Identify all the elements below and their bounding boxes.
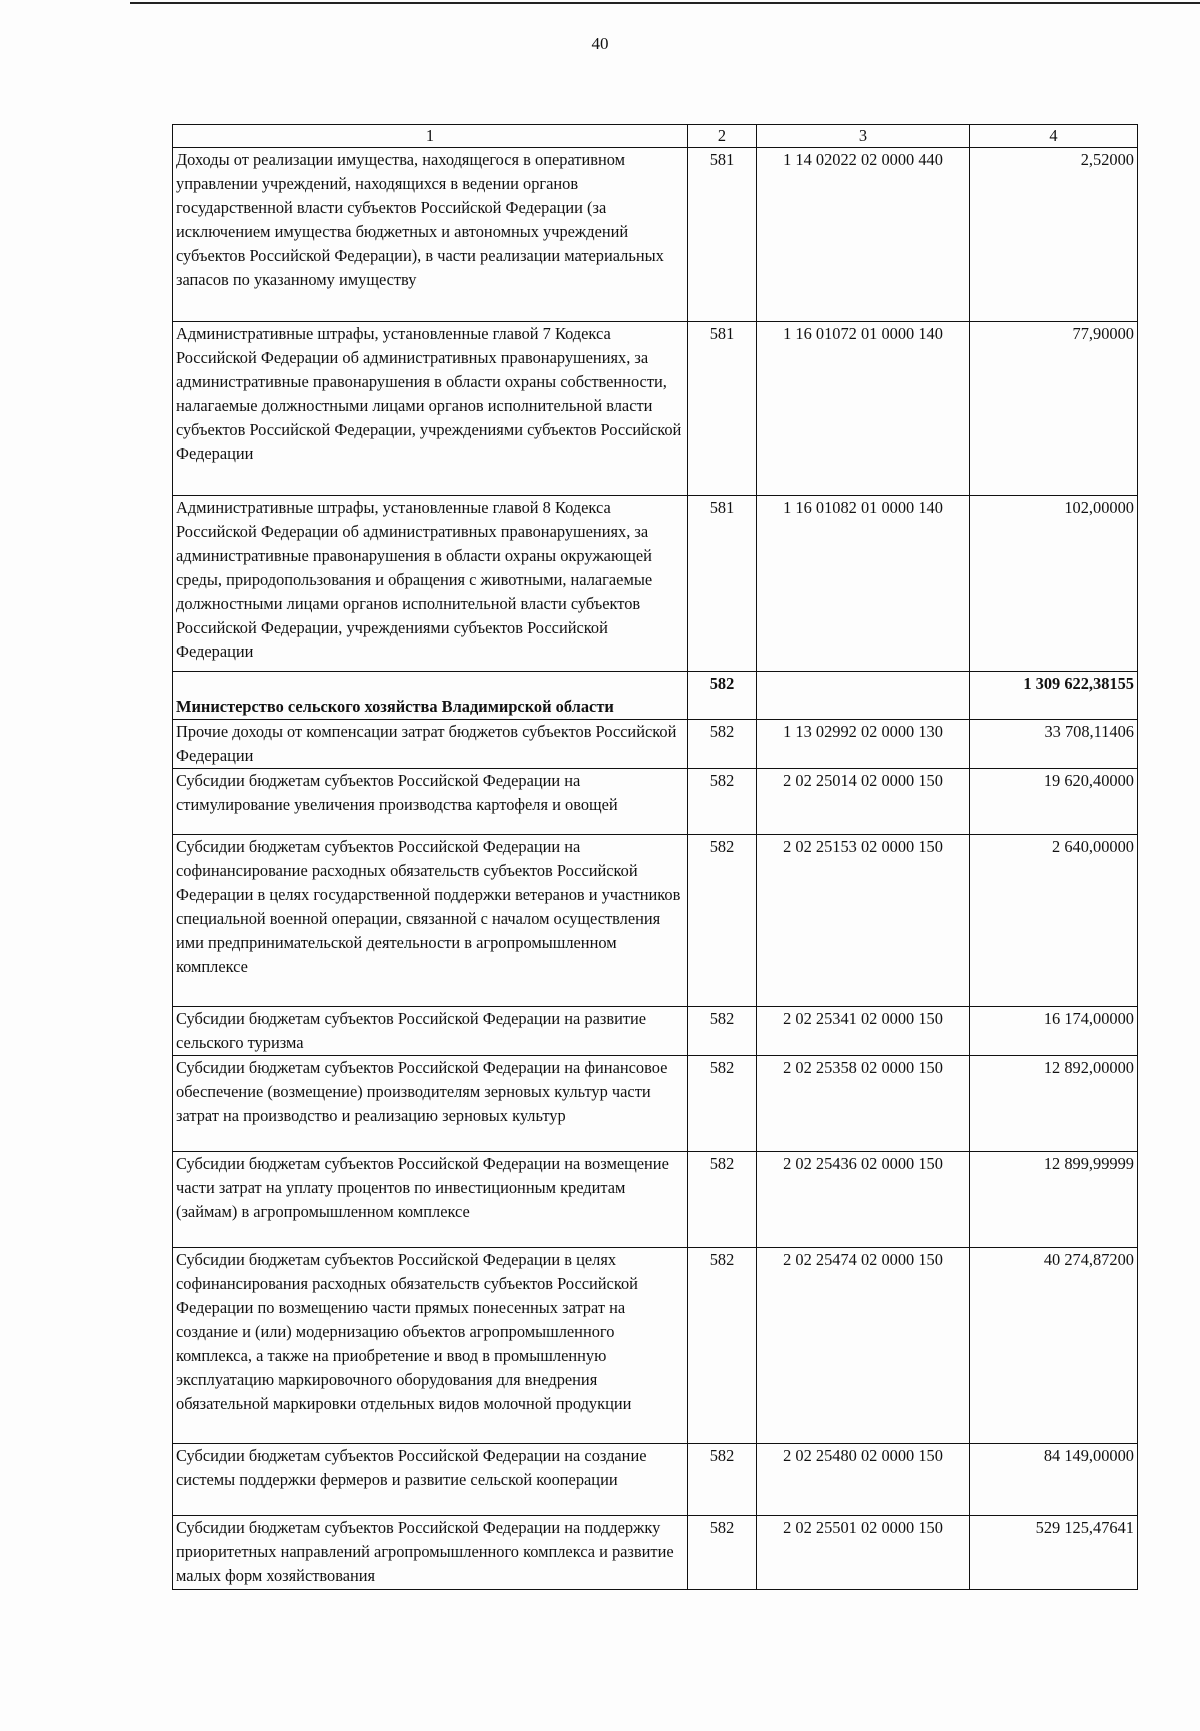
row-amount: 40 274,87200 bbox=[970, 1248, 1138, 1444]
table-row bbox=[173, 496, 1138, 672]
row-budget-code: 1 14 02022 02 0000 440 bbox=[757, 148, 970, 322]
header-col-2: 2 bbox=[688, 125, 757, 148]
table-row bbox=[173, 1056, 1138, 1152]
table-header-row bbox=[173, 125, 1138, 148]
row-description: Прочие доходы от компенсации затрат бюджетов субъектов Российской Федерации bbox=[173, 720, 688, 769]
header-col-3: 3 bbox=[757, 125, 970, 148]
row-admin-code: 582 bbox=[688, 1152, 757, 1248]
row-admin-code: 582 bbox=[688, 1248, 757, 1444]
row-amount: 1 309 622,38155 bbox=[970, 672, 1138, 720]
row-admin-code: 582 bbox=[688, 1516, 757, 1590]
row-admin-code: 582 bbox=[688, 1007, 757, 1056]
row-description: Административные штрафы, установленные главой 7 Кодекса Российской Федерации об административных правонарушениях, за административные правонарушения в области охраны собственности, налагаемые должностными лицами органов исполнительной власти субъектов Российской Федерации, учреждениями субъектов Российской Федерации bbox=[173, 322, 688, 496]
row-description: Субсидии бюджетам субъектов Российской Федерации на возмещение части затрат на уплату процентов по инвестиционным кредитам (займам) в агропромышленном комплексе bbox=[173, 1152, 688, 1248]
row-description: Субсидии бюджетам субъектов Российской Федерации в целях софинансирования расходных обязательств субъектов Российской Федерации по возмещению части прямых понесенных затрат на создание и (или) модернизацию объектов агропромышленного комплекса, а также на приобретение и ввод в промышленную эксплуатацию маркировочного оборудования для внедрения обязательной маркировки отдельных видов молочной продукции bbox=[173, 1248, 688, 1444]
row-budget-code: 2 02 25474 02 0000 150 bbox=[757, 1248, 970, 1444]
row-description: Административные штрафы, установленные главой 8 Кодекса Российской Федерации об административных правонарушениях, за административные правонарушения в области охраны окружающей среды, природопользования и обращения с животными, налагаемые должностными лицами органов исполнительной власти субъектов Российской Федерации, учреждениями субъектов Российской Федерации bbox=[173, 496, 688, 672]
row-budget-code: 2 02 25501 02 0000 150 bbox=[757, 1516, 970, 1590]
row-admin-code: 582 bbox=[688, 720, 757, 769]
row-amount: 16 174,00000 bbox=[970, 1007, 1138, 1056]
row-amount: 102,00000 bbox=[970, 496, 1138, 672]
row-amount: 33 708,11406 bbox=[970, 720, 1138, 769]
row-description: Субсидии бюджетам субъектов Российской Федерации на развитие сельского туризма bbox=[173, 1007, 688, 1056]
table-row bbox=[173, 1152, 1138, 1248]
table-row bbox=[173, 1444, 1138, 1516]
row-description: Субсидии бюджетам субъектов Российской Федерации на стимулирование увеличения производства картофеля и овощей bbox=[173, 769, 688, 835]
row-budget-code: 2 02 25153 02 0000 150 bbox=[757, 835, 970, 1007]
table-row bbox=[173, 1516, 1138, 1590]
row-amount: 84 149,00000 bbox=[970, 1444, 1138, 1516]
row-amount: 77,90000 bbox=[970, 322, 1138, 496]
row-budget-code: 2 02 25480 02 0000 150 bbox=[757, 1444, 970, 1516]
table-row bbox=[173, 1007, 1138, 1056]
row-amount: 12 899,99999 bbox=[970, 1152, 1138, 1248]
table-row bbox=[173, 835, 1138, 1007]
row-admin-code: 581 bbox=[688, 148, 757, 322]
page-number: 40 bbox=[591, 34, 609, 53]
row-budget-code: 1 16 01082 01 0000 140 bbox=[757, 496, 970, 672]
row-description: Доходы от реализации имущества, находящегося в оперативном управлении учреждений, находящихся в ведении органов государственной власти субъектов Российской Федерации (за исключением имущества бюджетных и автономных учреждений субъектов Российской Федерации), в части реализации материальных запасов по указанному имуществу bbox=[173, 148, 688, 322]
table-row bbox=[173, 1248, 1138, 1444]
row-description: Субсидии бюджетам субъектов Российской Федерации на поддержку приоритетных направлений агропромышленного комплекса и развитие малых форм хозяйствования bbox=[173, 1516, 688, 1590]
table-row bbox=[173, 322, 1138, 496]
top-rule bbox=[130, 2, 1200, 4]
row-admin-code: 582 bbox=[688, 1444, 757, 1516]
row-budget-code bbox=[757, 672, 970, 720]
table-row bbox=[173, 672, 1138, 720]
row-admin-code: 581 bbox=[688, 322, 757, 496]
row-description: Субсидии бюджетам субъектов Российской Федерации на создание системы поддержки фермеров и развитие сельской кооперации bbox=[173, 1444, 688, 1516]
row-admin-code: 581 bbox=[688, 496, 757, 672]
row-admin-code: 582 bbox=[688, 835, 757, 1007]
row-budget-code: 2 02 25436 02 0000 150 bbox=[757, 1152, 970, 1248]
row-budget-code: 1 16 01072 01 0000 140 bbox=[757, 322, 970, 496]
row-budget-code: 2 02 25014 02 0000 150 bbox=[757, 769, 970, 835]
table-row bbox=[173, 720, 1138, 769]
row-description: Министерство сельского хозяйства Владимирской области bbox=[173, 672, 688, 720]
row-admin-code: 582 bbox=[688, 769, 757, 835]
table-row bbox=[173, 148, 1138, 322]
header-col-4: 4 bbox=[970, 125, 1138, 148]
row-budget-code: 1 13 02992 02 0000 130 bbox=[757, 720, 970, 769]
row-amount: 2 640,00000 bbox=[970, 835, 1138, 1007]
row-admin-code: 582 bbox=[688, 1056, 757, 1152]
row-budget-code: 2 02 25358 02 0000 150 bbox=[757, 1056, 970, 1152]
row-budget-code: 2 02 25341 02 0000 150 bbox=[757, 1007, 970, 1056]
row-amount: 2,52000 bbox=[970, 148, 1138, 322]
row-description: Субсидии бюджетам субъектов Российской Федерации на софинансирование расходных обязательств субъектов Российской Федерации в целях государственной поддержки ветеранов и участников специальной военной операции, связанной с началом осуществления ими предпринимательской деятельности в агропромышленном комплексе bbox=[173, 835, 688, 1007]
row-amount: 529 125,47641 bbox=[970, 1516, 1138, 1590]
table-row bbox=[173, 769, 1138, 835]
row-description: Субсидии бюджетам субъектов Российской Федерации на финансовое обеспечение (возмещение) производителям зерновых культур части затрат на производство и реализацию зерновых культур bbox=[173, 1056, 688, 1152]
header-col-1: 1 bbox=[173, 125, 688, 148]
row-amount: 12 892,00000 bbox=[970, 1056, 1138, 1152]
revenue-table bbox=[172, 124, 1138, 1590]
row-amount: 19 620,40000 bbox=[970, 769, 1138, 835]
row-admin-code: 582 bbox=[688, 672, 757, 720]
